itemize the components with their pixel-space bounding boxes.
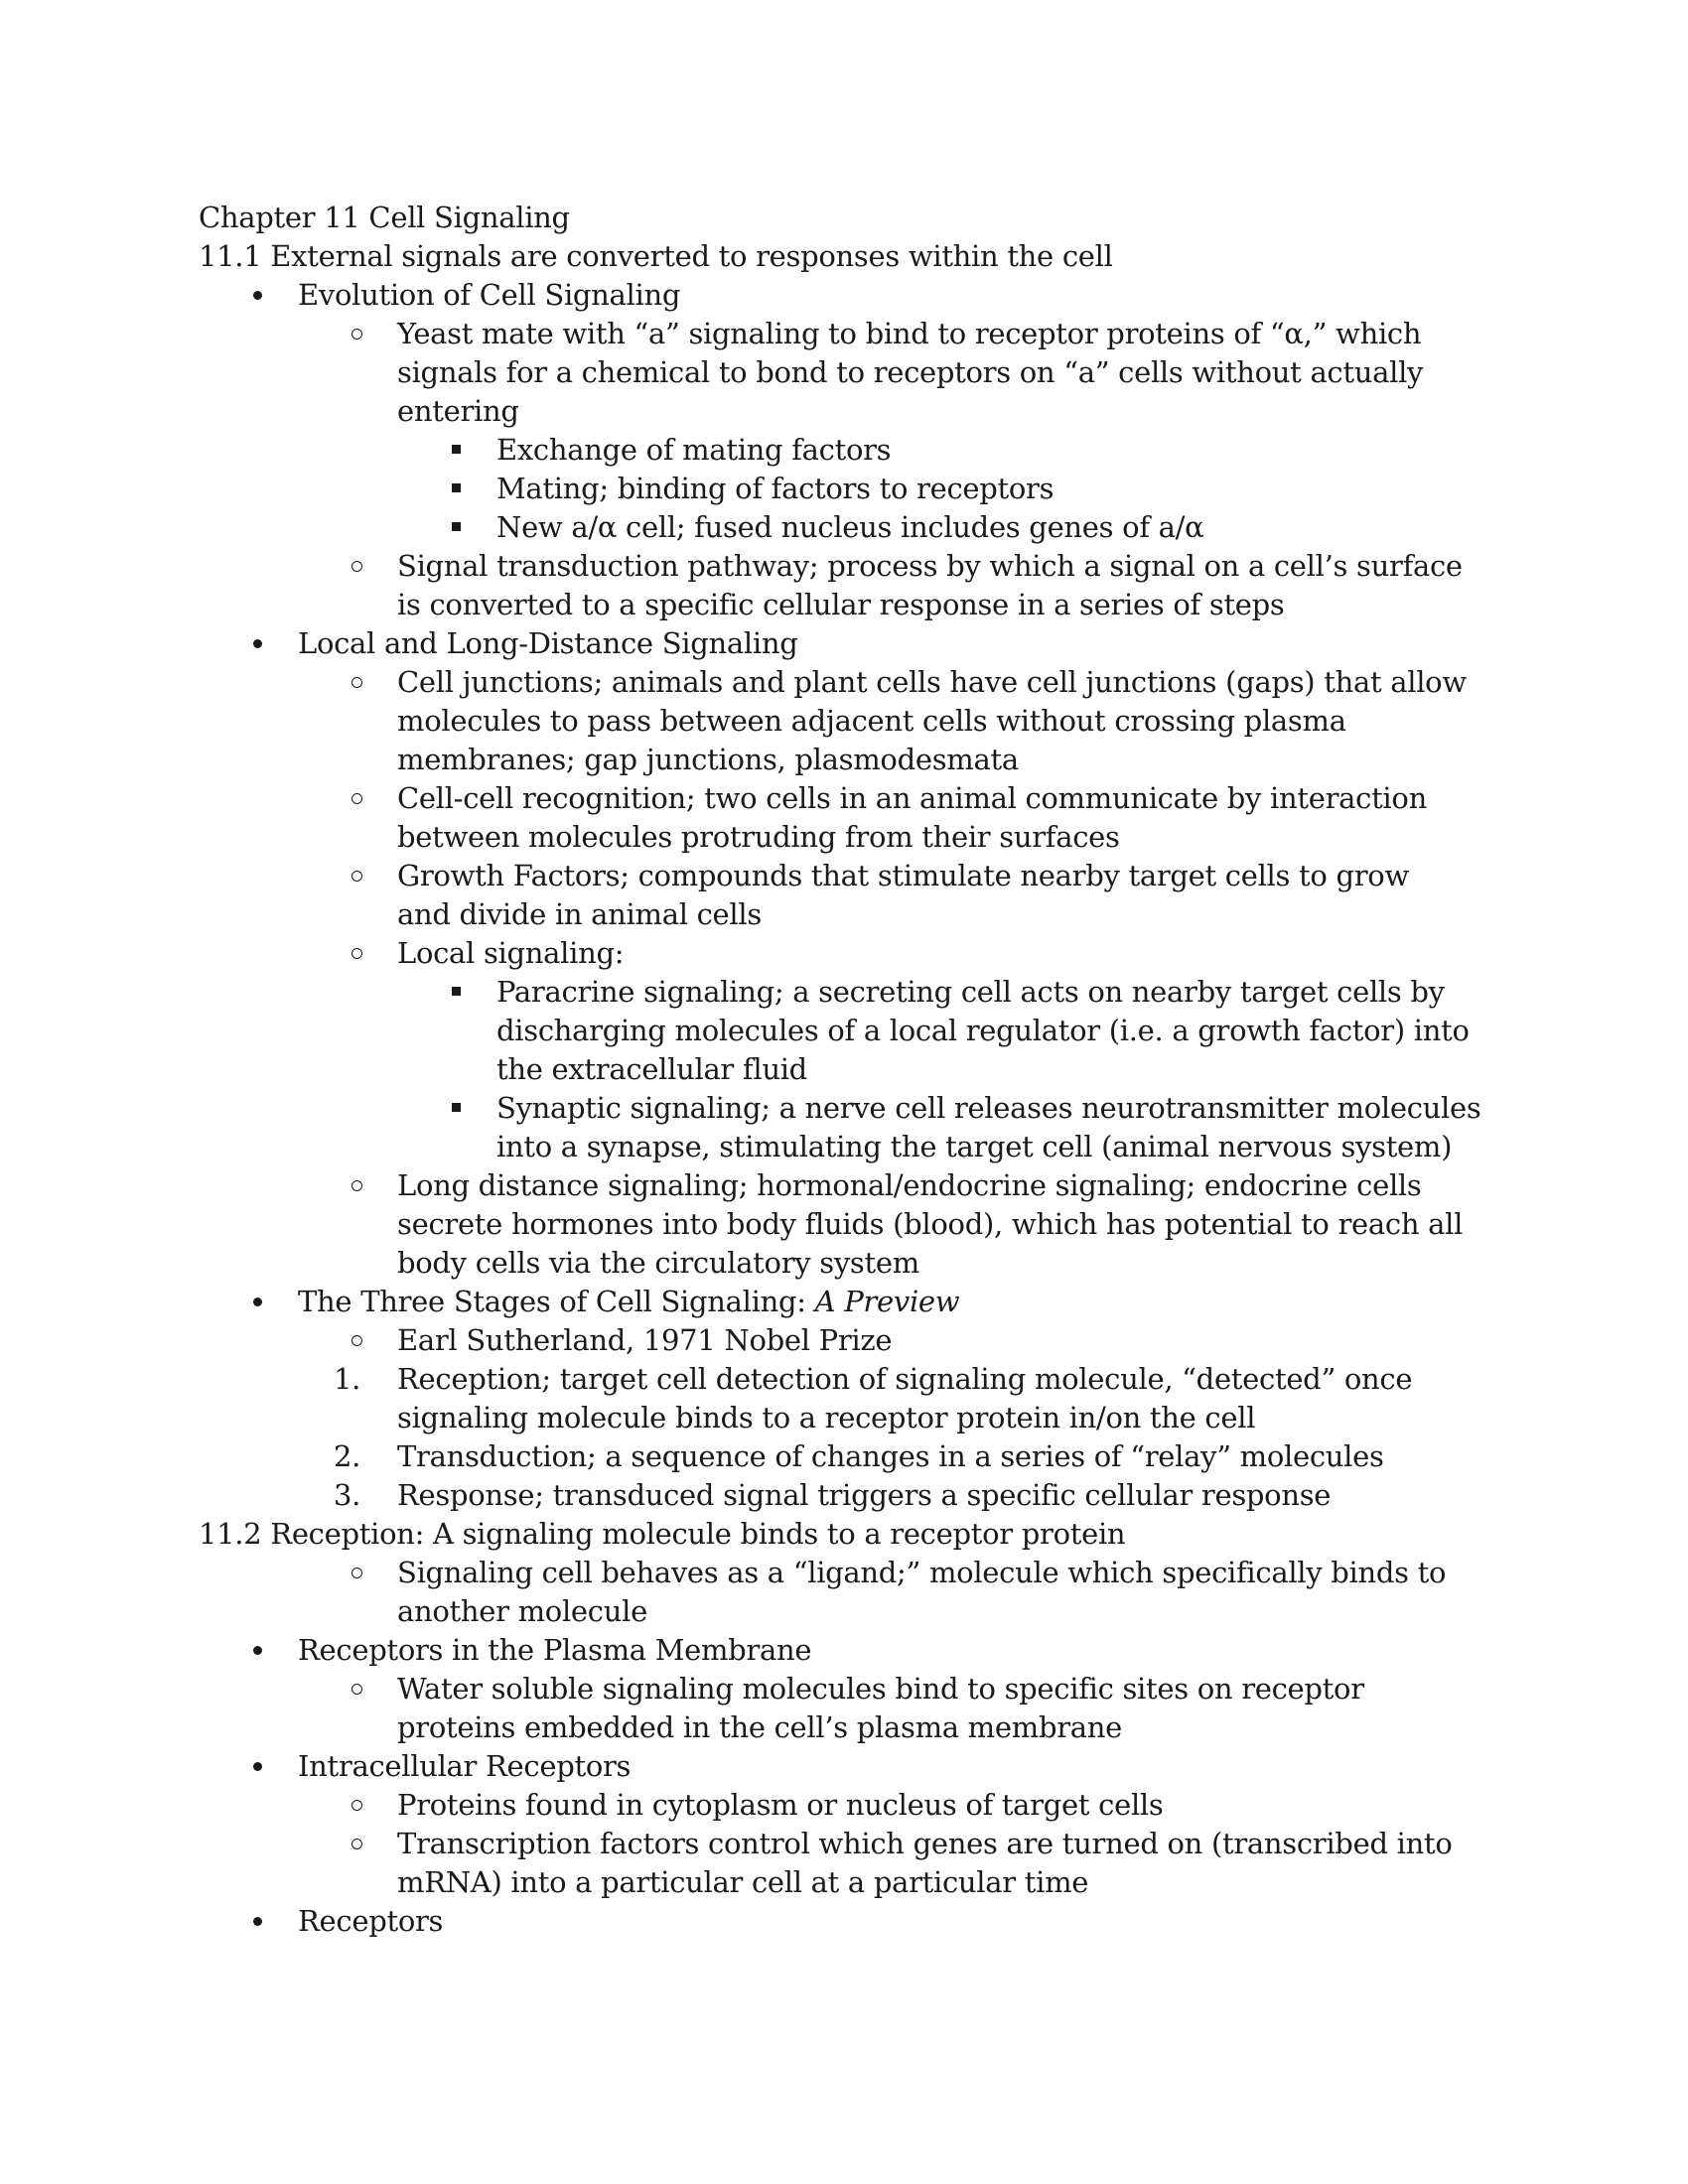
list-item: Yeast mate with “a” signaling to bind to receptor proteins of “α,” which signals for a chemical to bond to receptors on “a” cells without actually entering	[199, 315, 1470, 431]
circle-bullet-icon	[342, 934, 371, 973]
chapter-title: Chapter 11 Cell Signaling	[199, 201, 570, 234]
circle-bullet-icon	[342, 1825, 371, 1863]
bullet-icon	[242, 1283, 272, 1321]
list-item: Synaptic signaling; a nerve cell releases neurotransmitter molecules into a synapse, stimulating the target cell (animal nervous system)	[199, 1089, 1489, 1166]
list-item: Signaling cell behaves as a “ligand;” molecule which specifically binds to another molecule	[199, 1554, 1470, 1631]
circle-bullet-icon	[342, 1554, 371, 1592]
list-item: Evolution of Cell Signaling	[199, 276, 1410, 315]
list-item: The Three Stages of Cell Signaling: A Preview	[199, 1283, 1410, 1321]
list-item: New a/α cell; fused nucleus includes genes of a/α	[199, 508, 1489, 547]
list-number: 2.	[334, 1439, 361, 1473]
square-bullet-icon	[441, 470, 471, 508]
circle-bullet-icon	[342, 857, 371, 895]
list-item: Receptors in the Plasma Membrane	[199, 1631, 1410, 1670]
section-heading-11-1: 11.1 External signals are converted to responses within the cell	[199, 239, 1113, 273]
circle-bullet-icon	[342, 1166, 371, 1205]
circle-bullet-icon	[342, 315, 371, 353]
list-item: Exchange of mating factors	[199, 431, 1489, 470]
list-number: 1.	[334, 1362, 361, 1396]
circle-bullet-icon	[342, 663, 371, 702]
bullet-icon	[242, 276, 272, 315]
circle-bullet-icon	[342, 779, 371, 818]
document-body	[199, 199, 1489, 1941]
list-item: Signal transduction pathway; process by which a signal on a cell’s surface is converted to a specific cellular response in a series of steps	[199, 547, 1470, 624]
numbered-item: 2. Transduction; a sequence of changes in a series of “relay” molecules	[199, 1437, 1470, 1476]
list-item: Proteins found in cytoplasm or nucleus of target cells	[199, 1786, 1470, 1825]
list-item: Paracrine signaling; a secreting cell acts on nearby target cells by discharging molecules of a local regulator (i.e. a growth factor) into the extracellular fluid	[199, 973, 1489, 1089]
list-item: Long distance signaling; hormonal/endocrine signaling; endocrine cells secrete hormones into body fluids (blood), which has potential to reach all body cells via the circulatory system	[199, 1166, 1470, 1283]
list-item: Water soluble signaling molecules bind to specific sites on receptor proteins embedded in the cell’s plasma membrane	[199, 1670, 1470, 1747]
bullet-icon	[242, 1747, 272, 1786]
circle-bullet-icon	[342, 1786, 371, 1825]
circle-bullet-icon	[342, 1670, 371, 1708]
list-item: Cell junctions; animals and plant cells have cell junctions (gaps) that allow molecules to pass between adjacent cells without crossing plasma membranes; gap junctions, plasmodesmata	[199, 663, 1470, 779]
list-item: Transcription factors control which genes are turned on (transcribed into mRNA) into a particular cell at a particular time	[199, 1825, 1470, 1902]
circle-bullet-icon	[342, 547, 371, 586]
list-item: Local and Long-Distance Signaling	[199, 624, 1410, 663]
square-bullet-icon	[441, 973, 471, 1012]
square-bullet-icon	[441, 508, 471, 547]
square-bullet-icon	[441, 1089, 471, 1128]
numbered-item: 1. Reception; target cell detection of signaling molecule, “detected” once signaling molecule binds to a receptor protein in/on the cell	[334, 1362, 1413, 1434]
bullet-icon	[242, 1631, 272, 1670]
list-item: Earl Sutherland, 1971 Nobel Prize	[199, 1321, 1470, 1360]
circle-bullet-icon	[342, 1321, 371, 1360]
list-item: Cell-cell recognition; two cells in an animal communicate by interaction between molecules protruding from their surfaces	[199, 779, 1470, 857]
square-bullet-icon	[441, 431, 471, 470]
list-item: Growth Factors; compounds that stimulate nearby target cells to grow and divide in animal cells	[199, 857, 1470, 934]
section-heading-11-2: 11.2 Reception: A signaling molecule binds to a receptor protein	[199, 1517, 1126, 1551]
italic-subtitle: A Preview	[814, 1285, 960, 1318]
numbered-item: 3. Response; transduced signal triggers a specific cellular response	[199, 1476, 1470, 1515]
bullet-icon	[242, 1902, 272, 1941]
list-item: Local signaling:	[199, 934, 1470, 973]
bullet-icon	[242, 624, 272, 663]
list-number: 3.	[334, 1478, 361, 1512]
list-item: Receptors	[199, 1902, 1410, 1941]
list-item: Mating; binding of factors to receptors	[199, 470, 1489, 508]
list-item: Intracellular Receptors	[199, 1747, 1410, 1786]
